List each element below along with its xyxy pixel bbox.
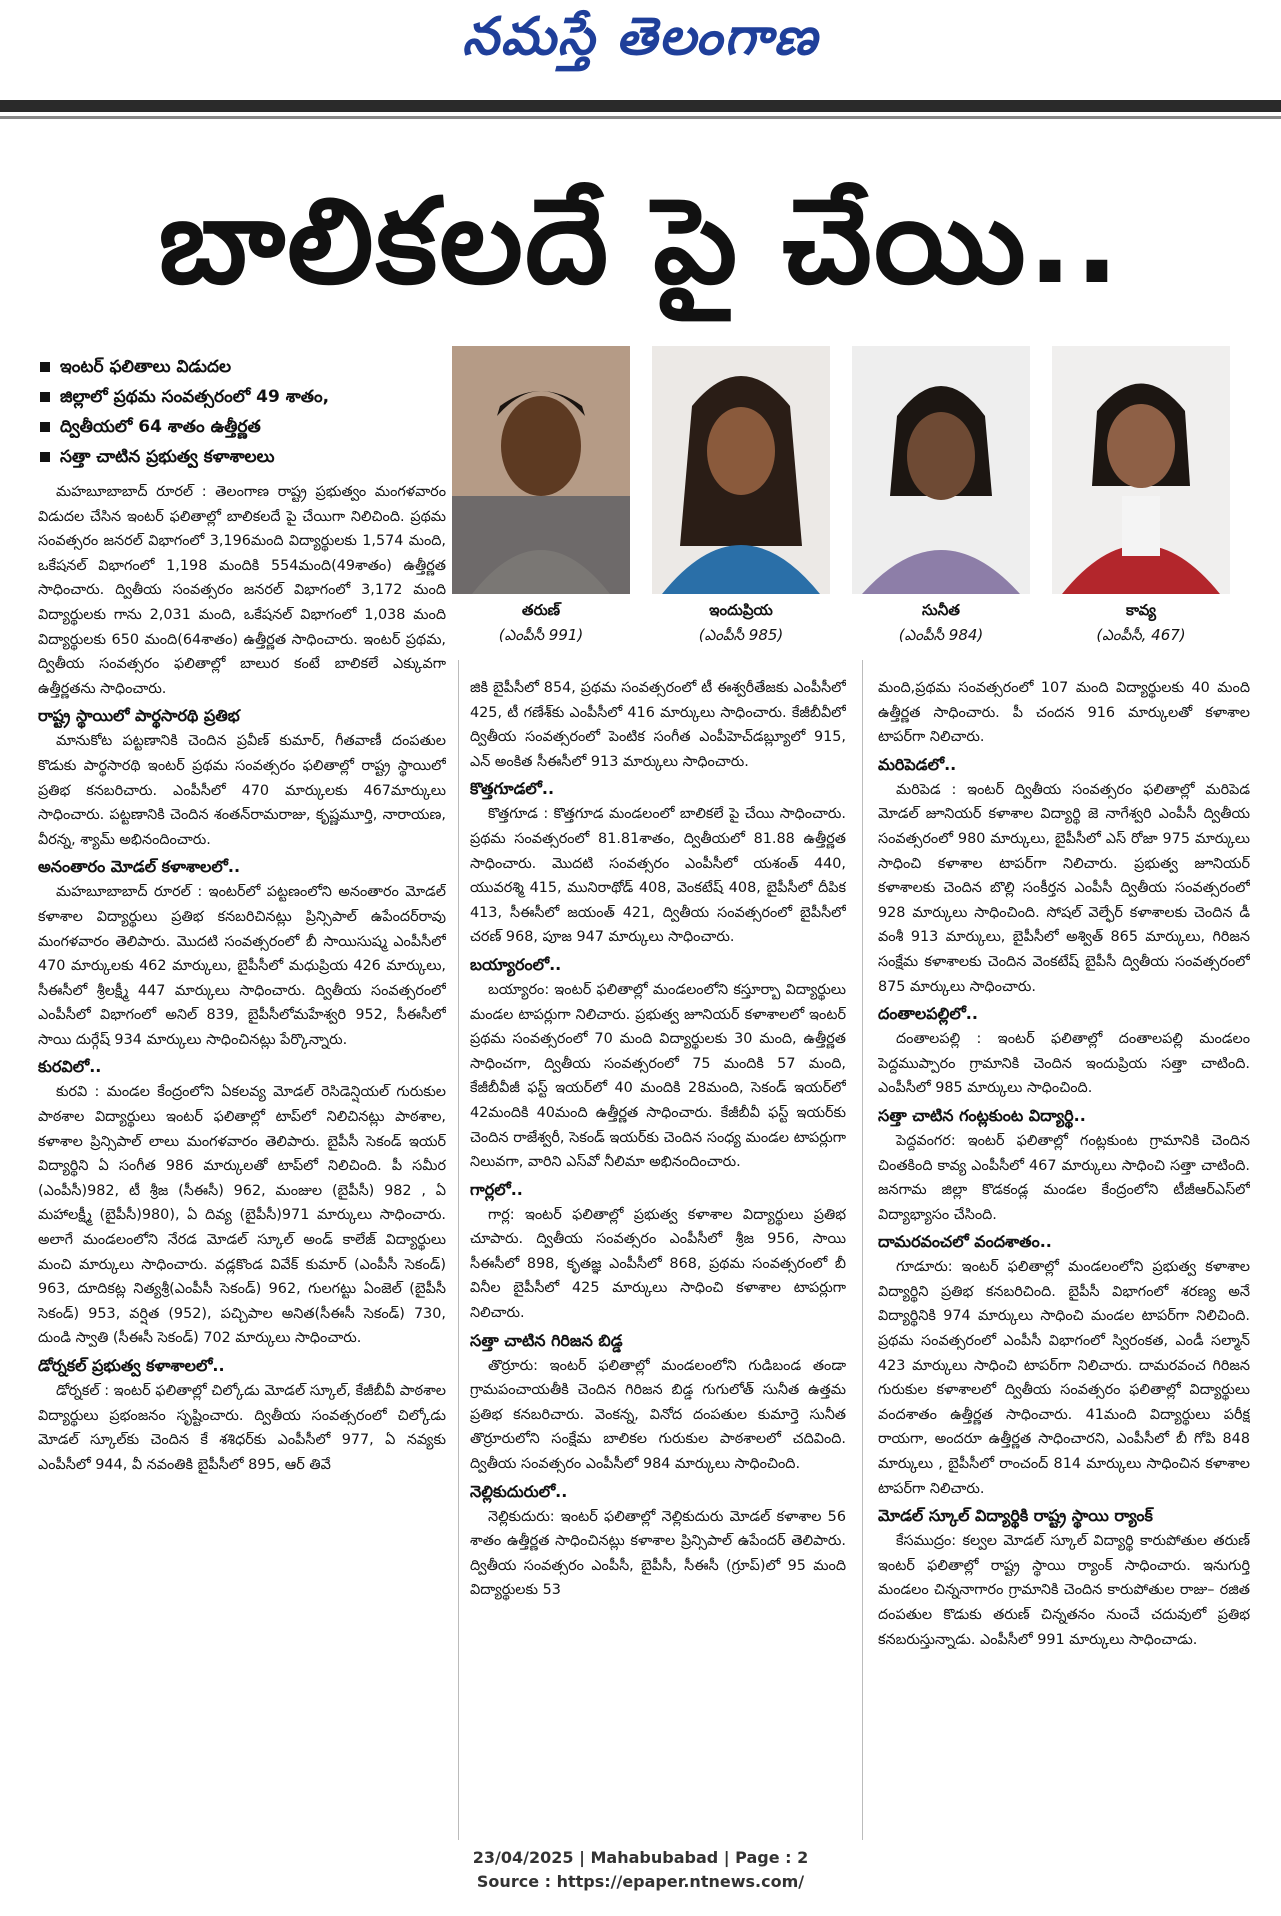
- student-score: (ఎంపీసీ, 467): [1096, 626, 1186, 644]
- student-name: ఇందుప్రియ: [709, 601, 773, 619]
- headline: బాలికలదే పై చేయి..: [158, 172, 1122, 310]
- page-footer: [0, 1846, 1281, 1894]
- student-name: తరుణ్: [521, 601, 561, 619]
- student-score: (ఎంపీసీ 985): [698, 626, 784, 644]
- subheading: మోడల్ స్కూల్ విద్యార్థికి రాష్ట్ర స్థాయి ర్యాంక్: [878, 1506, 1153, 1526]
- subheading: గార్లలో..: [470, 1179, 523, 1199]
- article-column-2: [470, 676, 846, 1836]
- masthead-rule: [0, 100, 1281, 112]
- subheading: సత్తా చాటిన గిరిజన బిడ్డ: [470, 1330, 623, 1350]
- article-paragraph: మహబూబాబాద్ రూరల్ : తెలంగాణ రాష్ట్ర ప్రభుత్వం మంగళవారం విడుదల చేసిన ఇంటర్ ఫలితాల్లో బాలికలదే పై చేయిగా నిలిచింది. ప్రథమ సంవత్సరం జనరల్ విభాగంలో 3,196మంది విద్యార్థులకు 1,574 మంది, ఒకేషనల్ విభాగంలో 1,198 మందికి 554మంది(49శాతం) ఉత్తీర్ణత సాధించారు. ద్వితీయ సంవత్సరం జనరల్ విభాగంలో 3,172 మంది విద్యార్థులకు గాను 2,031 మంది, ఒకేషనల్ విభాగంలో 1,038 మంది విద్యార్థులకు 650 మంది(64శాతం) ఉత్తీర్ణత సాధించారు. ఇంటర్ ప్రథమ, ద్వితీయ సంవత్సరం ఫలితాల్లో బాలుర కంటే బాలికలే ఎక్కువగా ఉత్తీర్ణతను సాధించారు.: [38, 484, 446, 697]
- article-paragraph: కేసముద్రం: కల్వల మోడల్ స్కూల్ విద్యార్థి కారుపోతుల తరుణ్ ఇంటర్ ఫలితాల్లో రాష్ట్ర స్థాయి ర్యాంక్ సాధించారు. ఇనుగుర్తి మండలం చిన్ననాగారం గ్రామానికి చెందిన కారుపోతుల రాజు– రజిత దంపతుల కొడుకు తరుణ్ చిన్నతనం నుంచే చదువులో ప్రతిభ కనబరుస్తున్నాడు. ఎంపీసీలో 991 మార్కులు సాధించాడు.: [878, 1533, 1250, 1648]
- highlights-list: [38, 352, 448, 472]
- article-column-3: [878, 676, 1250, 1836]
- edition-info: 23/04/2025 | Mahabubabad | Page : 2: [472, 1848, 809, 1867]
- student-name: కావ్య: [1126, 601, 1156, 619]
- highlight-item-continued: ద్వితీయలో 64 శాతం ఉత్తీర్ణత: [38, 412, 448, 442]
- article-paragraph: డోర్నకల్ : ఇంటర్ ఫలితాల్లో చిల్కోడు మోడల్ స్కూల్, కేజీబీవీ పాఠశాల విద్యార్థులు ప్రభంజనం సృష్టించారు. ద్వితీయ సంవత్సరంలో చిల్కోడు మోడల్ స్కూల్‌కు చెందిన కే శశిధర్‌కు ఎంపీసీలో 977, ఏ నవ్యకు ఎంపీసీలో 944, వీ నవంతికి బైపీసీలో 895, ఆర్ తివే: [38, 1383, 446, 1473]
- article-column-1: [38, 480, 446, 1840]
- subheading: కొత్తగూడలో..: [470, 779, 555, 799]
- article-paragraph: కురవి : మండల కేంద్రంలోని ఏకలవ్య మోడల్ రెసిడెన్షియల్ గురుకుల పాఠశాల విద్యార్థులు ఇంటర్ ఫలితాల్లో టాప్‌లో నిలిచినట్లు పాఠశాల, కళాశాల ప్రిన్సిపాల్ లాలు మంగళవారం తెలిపారు. బైపీసీ సెకండ్ ఇయర్ విద్యార్థిని ఏ సంగీత 986 మార్కులతో టాప్‌లో నిలిచింది. పీ సమీర (ఎంపీసీ)982, టీ శ్రీజ (సీఈసీ) 962, మంజుల (బైపీసీ) 982 , ఏ మహాలక్ష్మీ (బైపీసీ)980), ఏ దివ్య (బైపీసీ)971 మార్కులు సాధించారు. అలాగే మండలంలోని నేరడ మోడల్ స్కూల్ అండ్ కాలేజ్ విద్యార్థులు మంచి మార్కులు సాధించారు. వడ్లకొండ వివేక్ కుమార్ (ఎంపీసీ సెకండ్) 963, దూదికట్ల నిత్యశ్రీ(ఎంపీసీ సెకండ్) 962, గులగట్టు ఏంజెల్ (బైపీసీ సెకండ్) 953, వర్షిత (952), పచ్చిపాల అనిత(సీఈసీ సెకండ్) 730, దుండి స్వాతి (సీఈసీ సెకండ్) 702 మార్కులు సాధించారు.: [38, 1084, 446, 1347]
- newspaper-logo: నమస్తే తెలంగాణ: [462, 6, 819, 67]
- article-paragraph: మానుకోట పట్టణానికి చెందిన ప్రవీణ్ కుమార్, గీతవాణీ దంపతుల కొడుకు పార్థసారథి ఇంటర్ ప్రథమ సంవత్సరం ఫలితాల్లో రాష్ట్ర స్థాయిలో ప్రతిభ కనబరిచారు. ఎంపీసీలో 470 మార్కులకు 467మార్కులు సాధించారు. పట్టణానికి చెందిన శంతన్‌రామరాజు, కృష్ణమూర్తి, నారాయణ, వీరన్న, శ్యామ్ అభినందించారు.: [38, 733, 446, 848]
- student-portrait: [652, 346, 830, 594]
- highlight-item: సత్తా చాటిన ప్రభుత్వ కళాశాలలు: [38, 442, 448, 472]
- subheading: దామరవంచలో వందశాతం..: [878, 1232, 1052, 1252]
- article-paragraph: మంది,ప్రథమ సంవత్సరంలో 107 మంది విద్యార్థులకు 40 మంది ఉత్తీర్ణత సాధించారు. పీ చందన 916 మార్కులతో కళాశాల టాపర్‌గా నిలిచారు.: [878, 680, 1250, 746]
- student-portrait: [852, 346, 1030, 594]
- subheading: నెల్లికుదురులో..: [470, 1481, 568, 1501]
- article-paragraph: బయ్యారం: ఇంటర్ ఫలితాల్లో మండలంలోని కస్తూర్బా విద్యార్థులు మండల టాపర్లుగా నిలిచారు. ప్రభుత్వ జూనియర్ కళాశాలలో ఇంటర్ ప్రథమ సంవత్సరంలో 70 మంది విద్యార్థులకు 30 మంది, ఉత్తీర్ణత సాధించగా, ద్వితీయ సంవత్సరంలో 75 మందికి 57 మంది, కేజీబీవీజీ ఫస్ట్ ఇయర్‌లో 40 మందికి 28మంది, సెకండ్ ఇయర్‌లో 42మందికి 40మంది ఉత్తీర్ణత సాధించారు. కేజీబీవీ ఫస్ట్ ఇయర్‌కు చెందిన రాజేశ్వరీ, సెకండ్ ఇయర్‌కు చెందిన సంధ్య మండల టాపర్లుగా నిలువగా, వారిని ఎస్‌వో నీలిమా అభినందించారు.: [470, 981, 846, 1171]
- masthead: [0, 0, 1281, 100]
- student-photo-card: [452, 346, 630, 644]
- source-link[interactable]: Source : https://epaper.ntnews.com/: [476, 1872, 805, 1891]
- subheading: డోర్నకల్ ప్రభుత్వ కళాశాలలో..: [38, 1356, 225, 1375]
- subheading: మరిపెడలో..: [878, 754, 957, 774]
- article-paragraph: కొత్తగూడ : కొత్తగూడ మండలంలో బాలికలే పై చేయి సాధించారు. ప్రథమ సంవత్సరంలో 81.81శాతం, ద్వితీయలో 81.88 ఉత్తీర్ణత సాధించారు. మొదటి సంవత్సరం ఎంపీసీలో యశంత్ 440, యువరశ్మి 415, మునిరాథోడ్ 408, వెంకటేష్ 408, బైపీసీలో దీపిక 413, సీఈసీలో జయంత్ 421, ద్వితీయ సంవత్సరంలో బైపీసీలో చరణ్ 968, పూజ 947 మార్కులు సాధించారు.: [470, 806, 846, 946]
- highlight-item: ఇంటర్ ఫలితాలు విడుదల: [38, 352, 448, 382]
- column-divider: [862, 660, 863, 1840]
- article-paragraph: మరిపెడ : ఇంటర్ ద్వితీయ సంవత్సరం ఫలితాల్లో మరిపెడ మోడల్ జూనియర్ కళాశాల విద్యార్థి జె నాగేశ్వరి ఎంపీసీ ద్వితీయ సంవత్సరంలో 980 మార్కులు, బైపీసీలో ఎస్ రోజా 975 మార్కులు సాధించి కళాశాల టాపర్‌గా నిలిచారు. ప్రభుత్వ జూనియర్ కళాశాలకు చెందిన బొల్లి సంకీర్తన ఎంపీసీ ద్వితీయ సంవత్సరంలో 928 మార్కులు సాధించింది. సోషల్ వెల్ఫేర్ కళాశాలకు చెందిన డీ వంశీ 913 మార్కులు, బైపీసీలో అశ్విత్ 865 మార్కులు, గిరిజన సంక్షేమ కళాశాలకు చెందిన వెంకటేష్ బైపీసీ ద్వితీయ సంవత్సరంలో 875 మార్కులు సాధించారు.: [878, 781, 1250, 995]
- article-paragraph: గార్ల: ఇంటర్ ఫలితాల్లో ప్రభుత్వ కళాశాల విద్యార్థులు ప్రతిభ చూపారు. ద్వితీయ సంవత్సరం ఎంపీసీలో శ్రీజ 956, సాయి సీఈసీలో 898, కృతజ్ఞ ఎంపీసీలో 868, ప్రథమ సంవత్సరంలో బీ వినీల బైపీసీలో 425 మార్కులు సాధించి కళాశాల టాపర్లుగా నిలిచారు.: [470, 1206, 846, 1322]
- student-portrait: [452, 346, 630, 594]
- subheading: కురవిలో..: [38, 1057, 102, 1077]
- article-paragraph: మహబూబాబాద్ రూరల్ : ఇంటర్‌లో పట్టణంలోని అనంతారం మోడల్ కళాశాల విద్యార్థులు ప్రతిభ కనబరిచినట్లు ప్రిన్సిపాల్ ఉపేందర్‌రావు మంగళవారం తెలిపారు. మొదటి సంవత్సరంలో బీ సాయిసుష్మ ఎంపీసీలో 470 మార్కులకు 462 మార్కులు, బైపీసీలో మధుప్రియ 426 మార్కులు, సీఈసీలో శ్రీలక్ష్మీ 447 మార్కులు సాధించారు. ద్వితీయ సంవత్సరంలో ఎంపీసీలో విభాగంలో అనిల్ 839, బైపీసీలోమహేశ్వరి 952, సీఈసీలో సాయి దుర్గేష్ 934 మార్కులు సాధించినట్లు పేర్కొన్నారు.: [38, 884, 446, 1048]
- article-paragraph: పెద్దవంగర: ఇంటర్ ఫలితాల్లో గంట్లకుంట గ్రామానికి చెందిన చింతకింది కావ్య ఎంపీసీలో 467 మార్కులు సాధించి సత్తా చాటింది. జనగామ జిల్లా కొడకండ్ల మండల కేంద్రంలోని టీజీఆర్ఎస్‌లో విద్యాభ్యాసం చేసింది.: [878, 1132, 1250, 1223]
- student-score: (ఎంపీసీ 991): [498, 626, 584, 644]
- article-paragraph: దంతాలపల్లి : ఇంటర్ ఫలితాల్లో దంతాలపల్లి మండలం పెద్దముప్పారం గ్రామానికి చెందిన ఇందుప్రియ సత్తా చాటింది. ఎంపీసీలో 985 మార్కులు సాధించింది.: [878, 1031, 1250, 1097]
- subheading: బయ్యారంలో..: [470, 954, 562, 974]
- student-photo-card: [652, 346, 830, 644]
- student-score: (ఎంపీసీ 984): [898, 626, 984, 644]
- article-paragraph: తొర్రూరు: ఇంటర్ ఫలితాల్లో మండలంలోని గుడిబండ తండా గ్రామపంచాయతీకి చెందిన గిరిజన బిడ్డ గుగులోత్ సునీత ఉత్తమ ప్రతిభ కనబరిచారు. వెంకన్న, వినోద దంపతుల కుమార్తె సునీత తొర్రూరులోని సంక్షేమ బాలికల గురుకుల పాఠశాలలో చదివింది. ద్వితీయ సంవత్సరం ఎంపీసీలో 984 మార్కులు సాధించింది.: [470, 1357, 846, 1473]
- student-photos: [452, 346, 1252, 656]
- student-photo-card: [1052, 346, 1230, 644]
- subheading: సత్తా చాటిన గంట్లకుంట విద్యార్థి..: [878, 1105, 1086, 1125]
- subheading: దంతాలపల్లిలో..: [878, 1004, 978, 1024]
- student-name: సునీత: [922, 601, 960, 619]
- column-divider: [458, 660, 459, 1840]
- article-paragraph: జికి బైపీసీలో 854, ప్రథమ సంవత్సరంలో టీ ఈశ్వరీతేజకు ఎంపీసీలో 425, టీ గణేశ్‌కు ఎంపీసీలో 416 మార్కులు సాధించారు. కేజీబీవీలో ద్వితీయ సంవత్సరంలో పెంటిక సంగీత ఎంపీహెచ్‌డబ్ల్యూలో 915, ఎన్ అంకిత సీఈసీలో 913 మార్కులు సాధించారు.: [470, 680, 846, 770]
- subheading: అనంతారం మోడల్ కళాశాలలో..: [38, 857, 241, 877]
- subheading: రాష్ట్ర స్థాయిలో పార్థసారథి ప్రతిభ: [38, 706, 240, 726]
- article-paragraph: గూడూరు: ఇంటర్ ఫలితాల్లో మండలంలోని ప్రభుత్వ కళాశాల విద్యార్థిని ప్రతిభ కనబరిచింది. బైపీసీ విభాగంలో శరణ్య అనే విద్యార్థినికి 974 మార్కులు సాధించి మండల టాపర్‌గా నిలిచింది. ప్రథమ సంవత్సరంలో ఎంపీసీ విభాగంలో స్విరంకత, ఎండీ సల్మాన్ 423 మార్కులు సాధించి టాపర్‌గా నిలిచారు. దామరవంచ గిరిజన గురుకుల కళాశాలలో ద్వితీయ సంవత్సరం ఫలితాల్లో విద్యార్థులు వందశాతం ఉత్తీర్ణత సాధించారు. 41మంది విద్యార్థులు పరీక్ష రాయగా, అందరూ ఉత్తీర్ణత సాధించారని, ఎంపీసీలో బీ గోపి 848 మార్కులు , బైపీసీలో రాంచంద్ 814 మార్కులు సాధించిన కళాశాల టాపర్‌గా నిలిచారు.: [878, 1259, 1250, 1497]
- highlight-item: జిల్లాలో ప్రథమ సంవత్సరంలో 49 శాతం,: [38, 382, 448, 412]
- student-photo-card: [852, 346, 1030, 644]
- article-paragraph: నెల్లికుదురు: ఇంటర్ ఫలితాల్లో నెల్లికుదురు మోడల్ కళాశాల 56 శాతం ఉత్తీర్ణత సాధించినట్లు కళాశాల ప్రిన్సిపాల్ ఉపేందర్ తెలిపారు. ద్వితీయ సంవత్సరం ఎంపీసీ, బైపీసీ, సీఈసీ (గ్రూప్)లో 95 మంది విద్యార్థులకు 53: [470, 1508, 846, 1599]
- masthead-rule-thin: [0, 116, 1281, 119]
- student-portrait: [1052, 346, 1230, 594]
